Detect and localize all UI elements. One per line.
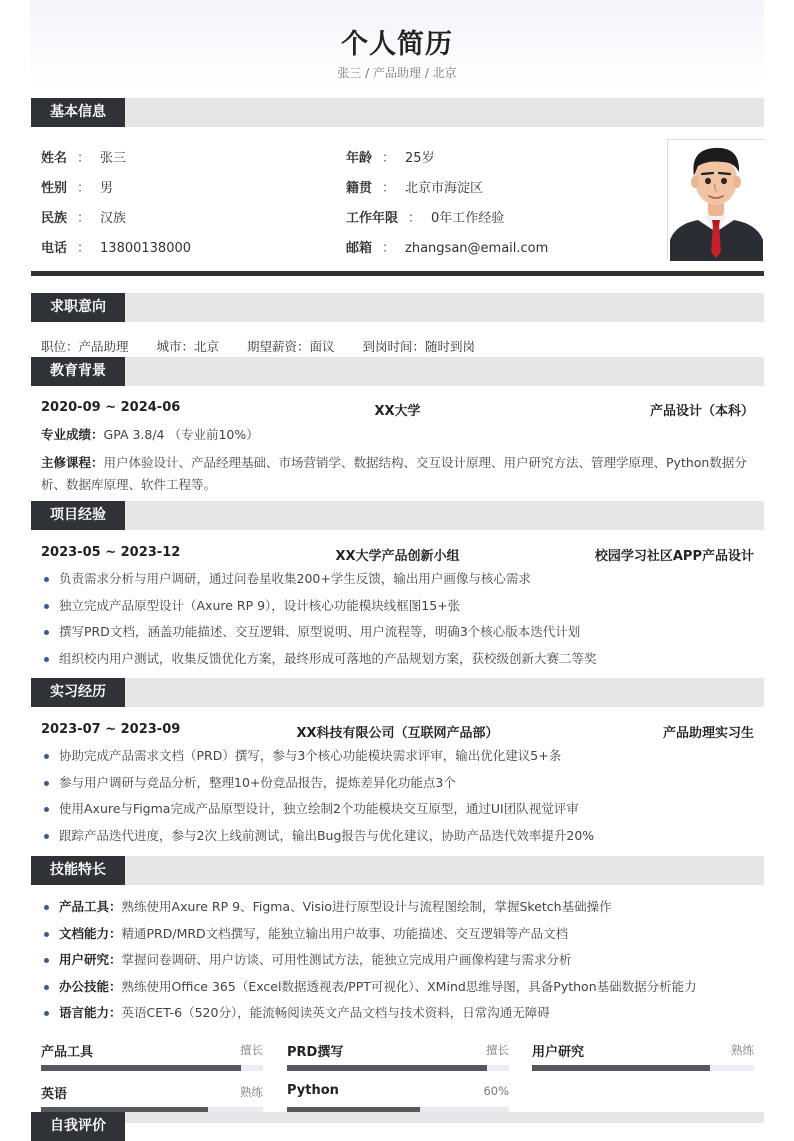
info-colon: ：	[382, 181, 396, 196]
skill-bar-level: 熟练	[731, 1043, 754, 1057]
info-colon: ：	[77, 241, 91, 256]
info-ethnicity	[41, 207, 126, 226]
internship-bullets	[41, 743, 754, 849]
info-label: 民族	[41, 211, 68, 226]
info-value: 0年工作经验	[431, 211, 505, 226]
info-email	[346, 237, 548, 256]
skill-bar-fill	[532, 1065, 710, 1071]
skill-bar-level: 擅长	[240, 1043, 263, 1057]
list-item: 参与用户调研与竞品分析，整理10+份竞品报告，提炼差异化功能点3个	[41, 770, 754, 797]
list-item	[41, 921, 754, 948]
info-phone	[41, 237, 191, 256]
education-major: 产品设计（本科）	[649, 404, 754, 419]
education-grade	[41, 424, 754, 446]
education-header	[41, 400, 754, 419]
info-name	[41, 147, 126, 166]
skill-text: 英语CET-6（520分），能流畅阅读英文产品文档与技术资料，日常沟通无障碍	[121, 1005, 550, 1020]
info-label: 籍贯	[346, 181, 373, 196]
profile-photo	[667, 139, 764, 260]
list-item: 撰写PRD文档，涵盖功能描述、交互逻辑、原型说明、用户流程等，明确3个核心版本迭代计划	[41, 619, 754, 646]
list-item: 负责需求分析与用户调研，通过问卷星收集200+学生反馈，输出用户画像与核心需求	[41, 566, 754, 593]
list-item	[41, 894, 754, 921]
skill-label: 语言能力：	[59, 1005, 122, 1020]
project-header	[41, 545, 754, 564]
skill-bar-track	[41, 1065, 263, 1071]
info-label: 电话	[41, 241, 68, 256]
list-item	[41, 1000, 754, 1027]
education-school: XX大学	[374, 404, 421, 419]
courses-value: 用户体验设计、产品经理基础、市场营销学、数据结构、交互设计原理、用户研究方法、管理学原理、Python数据分析、数据库原理、软件工程等。	[41, 455, 747, 492]
skill-bar-name: 产品工具	[41, 1045, 94, 1060]
section-title: 项目经验	[31, 501, 125, 530]
skill-bar-track	[532, 1065, 754, 1071]
section-title: 技能特长	[31, 856, 125, 885]
skill-bar-name: 英语	[41, 1087, 68, 1102]
info-label: 性别	[41, 181, 68, 196]
info-label: 姓名	[41, 151, 68, 166]
section-title: 教育背景	[31, 357, 125, 386]
info-age	[346, 147, 435, 166]
project-bullets	[41, 566, 754, 672]
skill-label: 文档能力：	[59, 925, 122, 941]
list-item	[41, 974, 754, 1001]
section-self-evaluation	[31, 1112, 764, 1134]
skill-label: 办公技能：	[59, 978, 122, 994]
grade-label: 专业成绩：	[41, 427, 104, 442]
skill-bar-fill	[287, 1065, 487, 1071]
skill-text: 掌握问卷调研、用户访谈、可用性测试方法，能独立完成用户画像构建与需求分析	[121, 952, 572, 967]
info-value: 汉族	[100, 211, 127, 226]
avatar-illustration	[668, 140, 765, 261]
section-basic-info	[31, 98, 764, 127]
education-courses	[41, 452, 754, 496]
skill-text: 熟练使用Axure RP 9、Figma、Visio进行原型设计与流程图绘制，掌握Sketch基础操作	[121, 899, 612, 914]
intent-salary: 期望薪资：面议	[247, 339, 335, 354]
job-intent-row	[41, 337, 503, 355]
info-colon: ：	[382, 151, 396, 166]
section-education	[31, 357, 764, 386]
internship-period: 2023-07 ~ 2023-09	[41, 722, 181, 737]
skill-label: 用户研究：	[59, 952, 122, 967]
info-work-years	[346, 207, 504, 226]
internship-org: XX科技有限公司（互联网产品部）	[296, 726, 499, 741]
list-item: 使用Axure与Figma完成产品原型设计，独立绘制2个功能模块交互原型，通过UI团队视觉评审	[41, 796, 754, 823]
section-projects	[31, 501, 764, 530]
info-gender	[41, 177, 113, 196]
list-item: 协助完成产品需求文档（PRD）撰写，参与3个核心功能模块需求评审，输出优化建议5+条	[41, 743, 754, 770]
section-title: 求职意向	[31, 293, 125, 322]
info-label: 邮箱	[346, 241, 373, 256]
info-colon: ：	[77, 181, 91, 196]
page-subtitle: 张三 / 产品助理 / 北京	[337, 66, 457, 80]
skill-bar-name: PRD撰写	[287, 1045, 344, 1060]
section-skills	[31, 856, 764, 885]
courses-label: 主修课程：	[41, 455, 104, 470]
section-title: 实习经历	[31, 678, 125, 707]
skill-bar-track	[287, 1065, 509, 1071]
intent-city: 城市：北京	[156, 339, 220, 354]
info-colon: ：	[77, 211, 91, 226]
project-period: 2023-05 ~ 2023-12	[41, 545, 181, 560]
info-value: 男	[100, 181, 114, 196]
info-value: zhangsan@email.com	[405, 241, 549, 256]
section-title: 基本信息	[31, 98, 125, 127]
info-colon: ：	[77, 151, 91, 166]
skill-bar-level: 擅长	[486, 1043, 509, 1057]
skill-bar-name: Python	[287, 1083, 339, 1098]
list-item: 组织校内用户测试，收集反馈优化方案，最终形成可落地的产品规划方案，获校级创新大赛二等奖	[41, 646, 754, 673]
education-period: 2020-09 ~ 2024-06	[41, 400, 181, 415]
skill-bar-name: 用户研究	[532, 1045, 585, 1060]
skill-bar-level: 熟练	[240, 1085, 263, 1099]
info-hometown	[346, 177, 483, 196]
intent-position: 职位：产品助理	[41, 339, 129, 354]
header-divider	[31, 271, 764, 276]
internship-header	[41, 722, 754, 741]
skill-label: 产品工具：	[59, 899, 122, 914]
project-org: XX大学产品创新小组	[335, 549, 460, 564]
info-value: 13800138000	[100, 241, 192, 256]
skill-bar-level: 60%	[483, 1084, 509, 1098]
section-title: 自我评价	[31, 1112, 125, 1141]
list-item: 独立完成产品原型设计（Axure RP 9），设计核心功能模块线框图15+张	[41, 593, 754, 620]
info-value: 25岁	[405, 151, 435, 166]
skill-text: 精通PRD/MRD文档撰写，能独立输出用户故事、功能描述、交互逻辑等产品文档	[121, 925, 569, 941]
project-role: 校园学习社区APP产品设计	[594, 549, 754, 564]
list-item: 跟踪产品迭代进度，参与2次上线前测试，输出Bug报告与优化建议，协助产品迭代效率提升20%	[41, 823, 754, 850]
section-job-intent	[31, 293, 764, 322]
skill-bar-fill	[41, 1065, 241, 1071]
info-value: 北京市海淀区	[405, 181, 484, 196]
info-colon: ：	[408, 211, 422, 226]
info-label: 年龄	[346, 151, 373, 166]
section-internship	[31, 678, 764, 707]
info-label: 工作年限	[346, 211, 399, 226]
list-item	[41, 947, 754, 974]
internship-role: 产品助理实习生	[662, 726, 754, 741]
info-colon: ：	[382, 241, 396, 256]
skills-bullets	[41, 894, 754, 1027]
info-value: 张三	[100, 151, 127, 166]
grade-value: GPA 3.8/4 （专业前10%）	[103, 427, 259, 442]
skill-text: 熟练使用Office 365（Excel数据透视表/PPT可视化）、XMind思维导图，具备Python基础数据分析能力	[121, 978, 697, 994]
intent-start: 到岗时间：随时到岗	[362, 339, 476, 354]
page-title: 个人简历	[341, 29, 453, 60]
